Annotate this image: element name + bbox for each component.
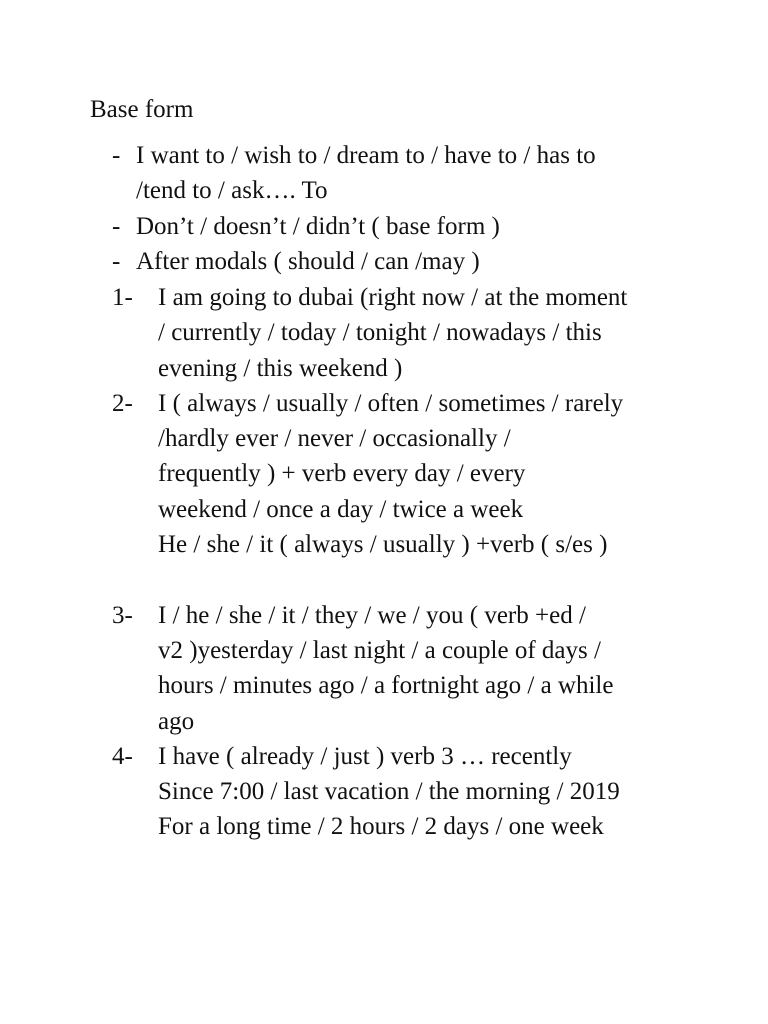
dash-marker: -	[112, 212, 121, 240]
text-line: After modals ( should / can /may )	[136, 247, 480, 275]
text-line: ago	[158, 707, 195, 735]
numbered-list-item	[112, 739, 732, 845]
text-line: I have ( already / just ) verb 3 … recently	[158, 742, 572, 770]
numbered-item-text	[158, 598, 718, 739]
numbered-list	[112, 280, 732, 845]
text-line: He / she / it ( always / usually ) +verb ( s/es )	[158, 531, 608, 559]
dash-list-item	[112, 138, 712, 209]
numbered-list-item	[112, 598, 732, 739]
dash-list	[112, 138, 712, 279]
text-line: frequently ) + verb every day / every	[158, 460, 526, 488]
numbered-item-text	[158, 280, 718, 386]
text-line: Don’t / doesn’t / didn’t ( base form )	[136, 212, 500, 240]
text-line: / currently / today / tonight / nowadays / this	[158, 319, 602, 347]
number-marker: 2-	[112, 389, 133, 417]
dash-marker: -	[112, 142, 121, 169]
text-line: I am going to dubai (right now / at the moment	[158, 284, 628, 311]
numbered-list-item	[112, 386, 732, 598]
number-marker: 4-	[112, 742, 133, 770]
text-line: I want to / wish to / dream to / have to / has to	[136, 142, 596, 169]
numbered-list-item	[112, 280, 732, 386]
text-line: evening / this weekend )	[158, 354, 403, 382]
text-line: For a long time / 2 hours / 2 days / one week	[158, 813, 604, 841]
dash-list-item	[112, 244, 712, 279]
numbered-item-text	[158, 739, 718, 845]
text-line: v2 )yesterday / last night / a couple of days /	[158, 636, 601, 664]
page-heading: Base form	[90, 96, 194, 123]
number-marker: 3-	[112, 601, 133, 629]
text-line: hours / minutes ago / a fortnight ago / a while	[158, 672, 614, 700]
dash-item-text	[136, 244, 696, 279]
text-line: I ( always / usually / often / sometimes / rarely	[158, 389, 624, 417]
dash-marker: -	[112, 247, 121, 275]
text-line: /tend to / ask…. To	[136, 177, 328, 205]
text-line: weekend / once a day / twice a week	[158, 495, 524, 523]
number-marker: 1-	[112, 284, 133, 311]
dash-item-text	[136, 209, 696, 244]
dash-list-item	[112, 209, 712, 244]
text-line: Since 7:00 / last vacation / the morning / 2019	[158, 778, 620, 806]
numbered-item-text	[158, 386, 718, 598]
text-line: /hardly ever / never / occasionally /	[158, 425, 511, 453]
blank-line	[158, 562, 718, 597]
dash-item-text	[136, 138, 696, 209]
text-line: I / he / she / it / they / we / you ( verb +ed /	[158, 601, 586, 629]
